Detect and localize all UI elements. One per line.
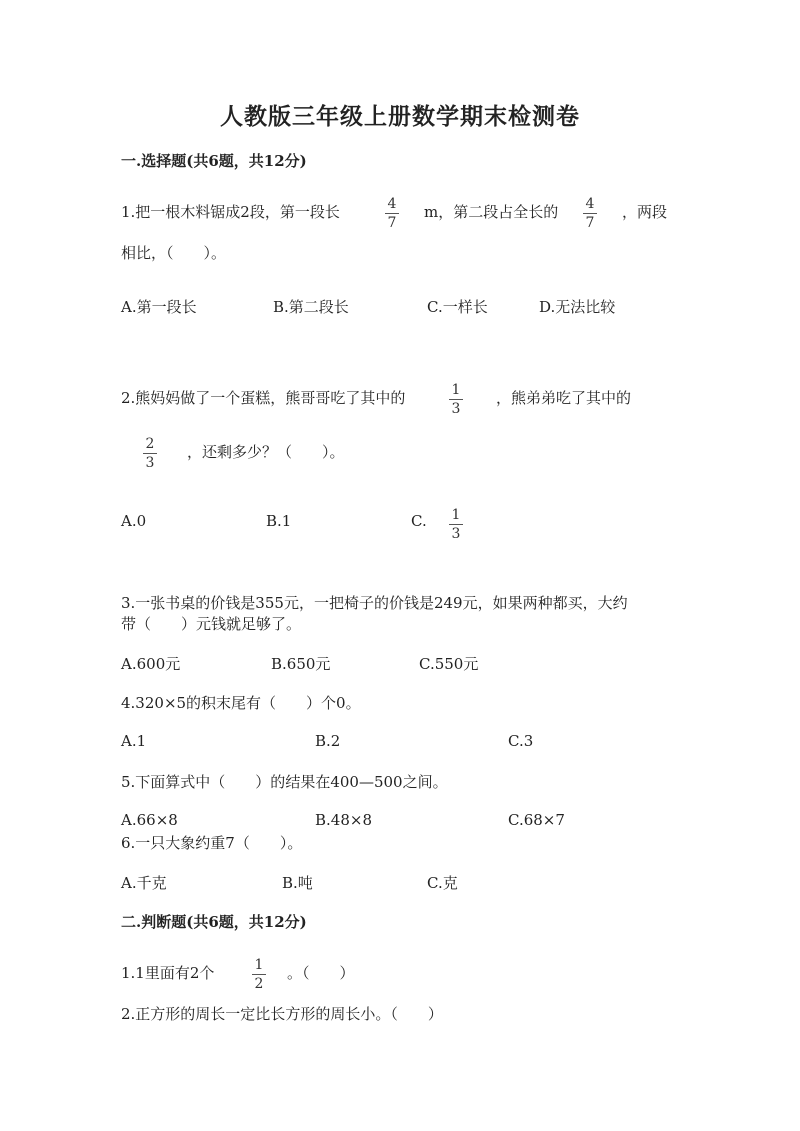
q1-option-c[interactable]: C.一样长 (427, 298, 488, 316)
q1-option-b[interactable]: B.第二段长 (273, 298, 349, 316)
q3-option-c[interactable]: C.550元 (419, 655, 479, 673)
fraction-bar (449, 399, 463, 400)
fraction-denominator: 3 (451, 401, 461, 417)
q6-option-a[interactable]: A.千克 (121, 874, 167, 892)
q3-option-b[interactable]: B.650元 (271, 655, 331, 673)
j1-text-part2: 。（ ） (287, 964, 355, 982)
fraction-bar (449, 524, 463, 525)
fraction-numerator: 4 (387, 196, 397, 212)
fraction-denominator: 7 (387, 215, 397, 231)
q1-fraction-2 (583, 196, 597, 231)
j1-fraction (252, 957, 266, 992)
j2-text: 2.正方形的周长一定比长方形的周长小。（ ） (121, 1005, 443, 1023)
fraction-bar (583, 213, 597, 214)
q1-text-part3: ，两段 (622, 203, 668, 221)
q4-option-b[interactable]: B.2 (315, 732, 341, 750)
fraction-bar (252, 974, 266, 975)
fraction-numerator: 4 (585, 196, 595, 212)
page-title: 人教版三年级上册数学期末检测卷 (220, 103, 580, 130)
q2-option-c[interactable]: C. (411, 512, 427, 530)
q2-text-part1: 2.熊妈妈做了一个蛋糕，熊哥哥吃了其中的 (121, 389, 406, 407)
q4-option-c[interactable]: C.3 (508, 732, 534, 750)
fraction-denominator: 3 (451, 526, 461, 542)
section-heading-judgement: 二.判断题(共6题，共12分) (121, 913, 307, 931)
q5-option-a[interactable]: A.66×8 (121, 811, 178, 829)
q1-text-line2: 相比，（ ）。 (121, 244, 227, 262)
q5-option-c[interactable]: C.68×7 (508, 811, 565, 829)
q2-option-c-fraction (449, 507, 463, 542)
q5-option-b[interactable]: B.48×8 (315, 811, 372, 829)
q1-text-part2: m，第二段占全长的 (424, 203, 559, 221)
q4-text: 4.320×5的积末尾有（ ）个0。 (121, 694, 361, 712)
fraction-numerator: 1 (254, 957, 264, 973)
q2-option-a[interactable]: A.0 (121, 512, 147, 530)
q6-text: 6.一只大象约重7（ ）。 (121, 834, 303, 852)
q2-option-b[interactable]: B.1 (266, 512, 292, 530)
fraction-bar (385, 213, 399, 214)
section-heading-choice: 一.选择题(共6题，共12分) (121, 152, 307, 170)
fraction-numerator: 1 (451, 507, 461, 523)
q5-text: 5.下面算式中（ ）的结果在400—500之间。 (121, 773, 448, 791)
q6-option-b[interactable]: B.吨 (282, 874, 313, 892)
q2-fraction-1 (449, 382, 463, 417)
fraction-denominator: 2 (254, 976, 264, 992)
q4-option-a[interactable]: A.1 (121, 732, 147, 750)
q1-option-d[interactable]: D.无法比较 (539, 298, 616, 316)
q6-option-c[interactable]: C.克 (427, 874, 458, 892)
fraction-denominator: 7 (585, 215, 595, 231)
q3-text-line2: 带（ ）元钱就足够了。 (121, 615, 302, 633)
q3-option-a[interactable]: A.600元 (121, 655, 181, 673)
q1-text-part1: 1.把一根木料锯成2段，第一段长 (121, 203, 340, 221)
fraction-bar (143, 453, 157, 454)
q2-text-part3: ，还剩多少？（ ）。 (187, 443, 345, 461)
j1-text-part1: 1.1里面有2个 (121, 964, 215, 982)
q3-text-line1: 3.一张书桌的价钱是355元，一把椅子的价钱是249元，如果两种都买，大约 (121, 594, 628, 612)
fraction-denominator: 3 (145, 455, 155, 471)
q2-text-part2: ，熊弟弟吃了其中的 (496, 389, 632, 407)
fraction-numerator: 1 (451, 382, 461, 398)
q1-option-a[interactable]: A.第一段长 (121, 298, 197, 316)
q2-fraction-2 (143, 436, 157, 471)
fraction-numerator: 2 (145, 436, 155, 452)
q1-fraction-1 (385, 196, 399, 231)
